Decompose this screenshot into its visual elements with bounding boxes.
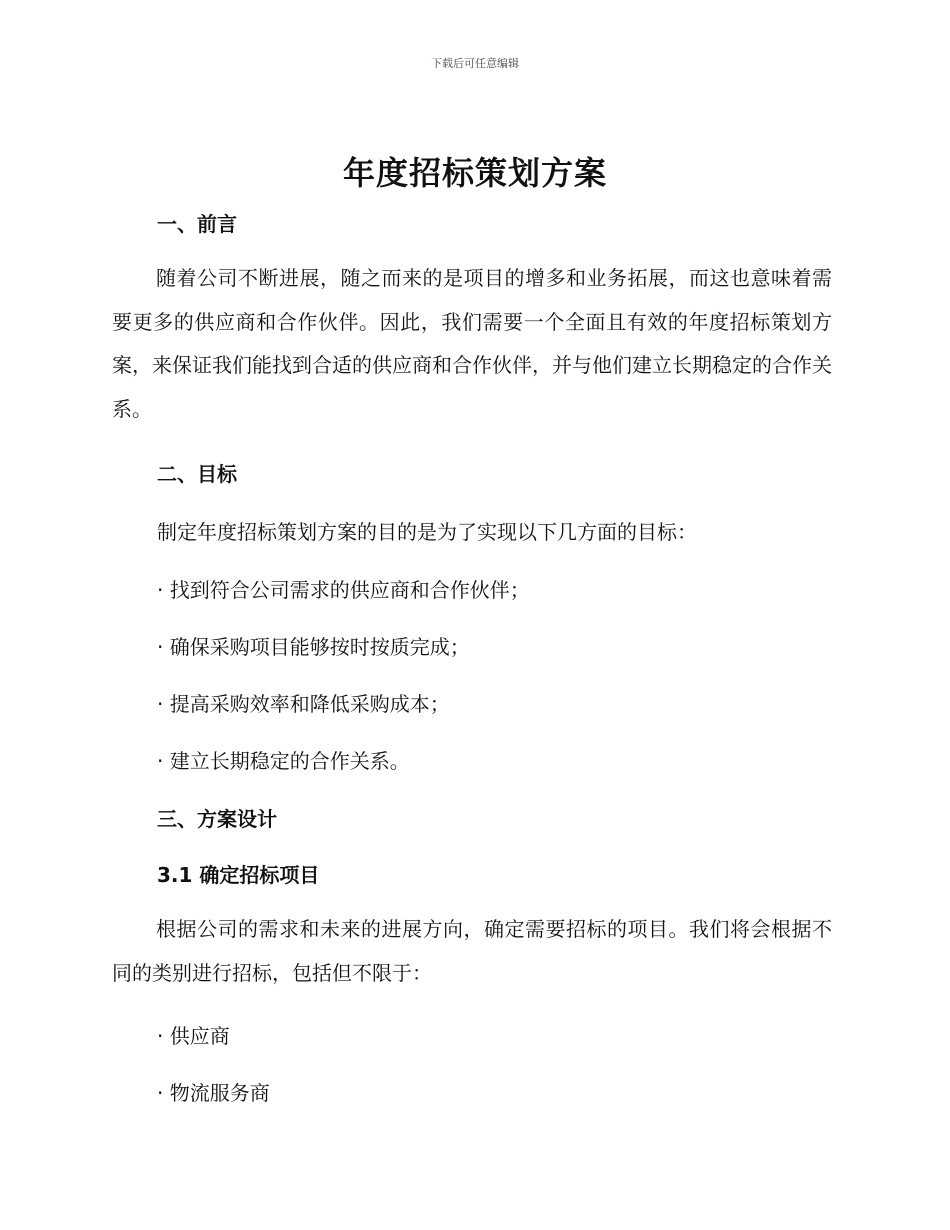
goals-intro: 制定年度招标策划方案的目的是为了实现以下几方面的目标：: [157, 520, 697, 544]
item-bullet-1: · 供应商: [157, 1024, 230, 1048]
goal-bullet-1: · 找到符合公司需求的供应商和合作伙伴；: [157, 578, 530, 602]
section-heading-design: 三、方案设计: [157, 807, 277, 831]
header-note: 下载后可任意编辑: [431, 57, 519, 70]
goal-bullet-3: · 提高采购效率和降低采购成本；: [157, 692, 450, 716]
goal-bullet-4: · 建立长期稳定的合作关系。: [157, 749, 410, 773]
goal-bullet-2: · 确保采购项目能够按时按质完成；: [157, 635, 470, 659]
item-bullet-2: · 物流服务商: [157, 1081, 270, 1105]
section-heading-preface: 一、前言: [157, 212, 237, 236]
section-heading-goals: 二、目标: [157, 462, 237, 486]
subsection-heading-3-1: 3.1 确定招标项目: [157, 863, 320, 887]
subsection-3-1-paragraph: 根据公司的需求和未来的进展方向，确定需要招标的项目。我们将会根据不同的类别进行招标，包括但不限于：: [112, 917, 832, 985]
document-title: 年度招标策划方案: [342, 154, 607, 192]
preface-paragraph: 随着公司不断进展，随之而来的是项目的增多和业务拓展，而这也意味着需要更多的供应商和合作伙伴。因此，我们需要一个全面且有效的年度招标策划方案，来保证我们能找到合适的供应商和合作伙伴，并与他们建立长期稳定的合作关系。: [112, 266, 832, 421]
